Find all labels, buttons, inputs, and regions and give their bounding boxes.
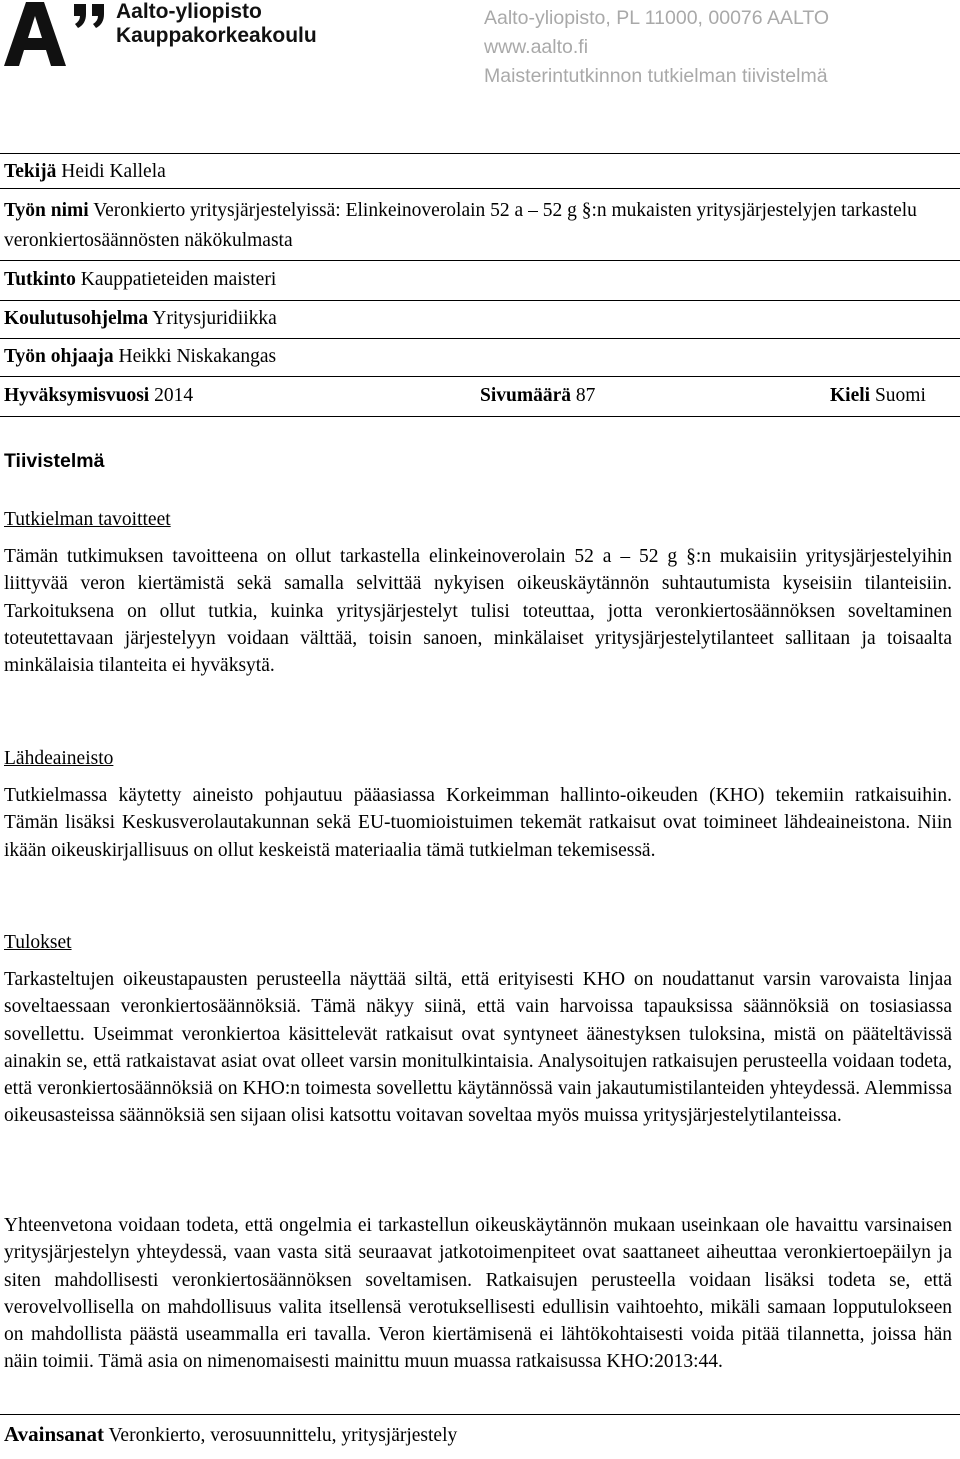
sources-paragraph: Tutkielmassa käytetty aineisto pohjautuu pääasiassa Korkeimman hallinto-oikeuden (KHO) tekemiin ratkaisuihin. Tämän lisäksi Keskusverolautakunnan sekä EU-tuomioistuimen tekemät ratkaisut ovat toimineet lähdeaineistona. Niin ikään oikeuskirjallisuus on ollut keskeistä materiaalia tämä tutkielman tekemisessä. (4, 785, 952, 861)
title-label: Työn nimi (4, 200, 89, 221)
results-paragraph-1: Tarkasteltujen oikeustapausten perusteella näyttää siltä, että erityisesti KHO on noudattanut varsin varovaista linjaa soveltaessaan veronkiertosäännöksiä. Tämä näkyy siinä, että vain harvoissa tapauksissa säännöksiä on tosiasiassa sovellettu. Useimmat veronkiertoa käsittelevät ratkaisut ovat syntyneet äänestyksen tuloksina, mistä on pääteltävissä ainakin se, että ratkaistavat asiat ovat olleet varsin monitulkintaisia. Analysoitujen ratkaisujen perusteella voidaan todeta, että veronkiertosäännöksiä on KHO:n toimesta sovellettu käytännössä vain jakautumistilanteiden yhteydessä. Alemmissa oikeusasteissa säännöksiä sen sijaan olisi katsottu voitavan soveltaa myös muissa yritysjärjestelytilanteissa. (4, 969, 952, 1127)
year-value: 2014 (154, 385, 194, 406)
year-label: Hyväksymisvuosi (4, 385, 150, 406)
programme-label: Koulutusohjelma (4, 308, 149, 329)
divider-supervisor (0, 376, 960, 377)
author-value: Heidi Kallela (61, 161, 166, 182)
programme-value: Yritysjuridiikka (152, 308, 277, 329)
language-field (830, 382, 926, 410)
results-paragraph-2: Yhteenvetona voidaan todeta, että ongelmia ei tarkastellun oikeuskäytännön mukaan useinkaan ole havaittu varsinaisen yritysjärjestelyn yhteydessä, vaan vasta sitä seuraavat jatkotoimenpiteet ovat saattaneet aiheuttaa veronkiertoepäilyn ja siten mahdollisesti veronkiertosäännöksen soveltamisen. Ratkaisujen perusteella voidaan lisäksi todeta se, että verovelvollisella on mahdollisuus valita itsellensä verotuksellisesti edullisin vaihtoehto, mikäli samaan lopputulokseen on mahdollista päästä useammalla eri tavalla. Veron kiertämisenä ei lähtökohtaisesti voida pitää tilannetta, joissa hän näin toimii. Tämä asia on nimenomaisesti mainittu muun muassa ratkaisussa KHO:2013:44. (4, 1215, 952, 1373)
language-value: Suomi (874, 385, 926, 406)
divider-author (0, 188, 960, 189)
degree-row (4, 266, 276, 294)
objectives-heading: Tutkielman tavoitteet (4, 509, 171, 530)
aalto-a-icon (4, 2, 108, 66)
divider-meta-bottom (0, 416, 960, 417)
year-field (4, 382, 193, 410)
abstract-heading: Tiivistelmä (4, 450, 105, 472)
header-doc-type: Maisterintutkinnon tutkielman tiivistelmä (484, 65, 828, 87)
logo-text (116, 0, 317, 48)
supervisor-row (4, 343, 276, 371)
logo-line-2: Kauppakorkeakoulu (116, 24, 317, 47)
author-label: Tekijä (4, 161, 57, 182)
aalto-logo (4, 0, 344, 70)
degree-label: Tutkinto (4, 269, 76, 290)
pages-label: Sivumäärä (480, 385, 572, 406)
divider-top (0, 153, 960, 154)
header-contact (484, 4, 829, 91)
sources-heading: Lähdeaineisto (4, 748, 114, 769)
keywords-row (4, 1420, 457, 1450)
divider-programme (0, 338, 960, 339)
title-value: Veronkierto yritysjärjestelyissä: Elinkeinoverolain 52 a – 52 g §:n mukaisten yritysjärjestelyjen tarkastelu veronkiertosäännösten näkökulmasta (4, 200, 917, 251)
supervisor-label: Työn ohjaaja (4, 346, 114, 367)
results-heading: Tulokset (4, 932, 72, 953)
programme-row (4, 305, 277, 333)
header-website[interactable]: www.aalto.fi (484, 36, 589, 58)
keywords-value: Veronkierto, verosuunnittelu, yritysjärjestely (108, 1425, 458, 1446)
divider-keywords (0, 1414, 960, 1415)
pages-value: 87 (575, 385, 596, 406)
divider-title (0, 260, 960, 261)
degree-value: Kauppatieteiden maisteri (80, 269, 277, 290)
objectives-paragraph: Tämän tutkimuksen tavoitteena on ollut tarkastella elinkeinoverolain 52 a – 52 g §:n mukaisiin yritysjärjestelyihin liittyvää veron kiertämistä sekä samalla selvittää nykyisen oikeuskäytännön suhtautumista kyseisiin tilanteisiin. Tarkoituksena on ollut tutkia, kuinka yritysjärjestelyt tulisi toteuttaa, jotta veronkiertosäännöksen soveltaminen toteutettavaan järjestelyyn voidaan välttää, toisin sanoen, minkälaiset yritysjärjestelytilanteet sallitaan ja toisaalta minkälaisia tilanteita ei hyväksytä. (4, 546, 952, 677)
divider-degree (0, 300, 960, 301)
author-row (4, 158, 166, 186)
supervisor-value: Heikki Niskakangas (118, 346, 277, 367)
title-row (4, 196, 954, 256)
language-label: Kieli (830, 385, 871, 406)
keywords-label: Avainsanat (4, 1422, 104, 1446)
pages-field (480, 382, 595, 410)
header-address: Aalto-yliopisto, PL 11000, 00076 AALTO (484, 7, 830, 29)
logo-line-1: Aalto-yliopisto (116, 0, 262, 23)
